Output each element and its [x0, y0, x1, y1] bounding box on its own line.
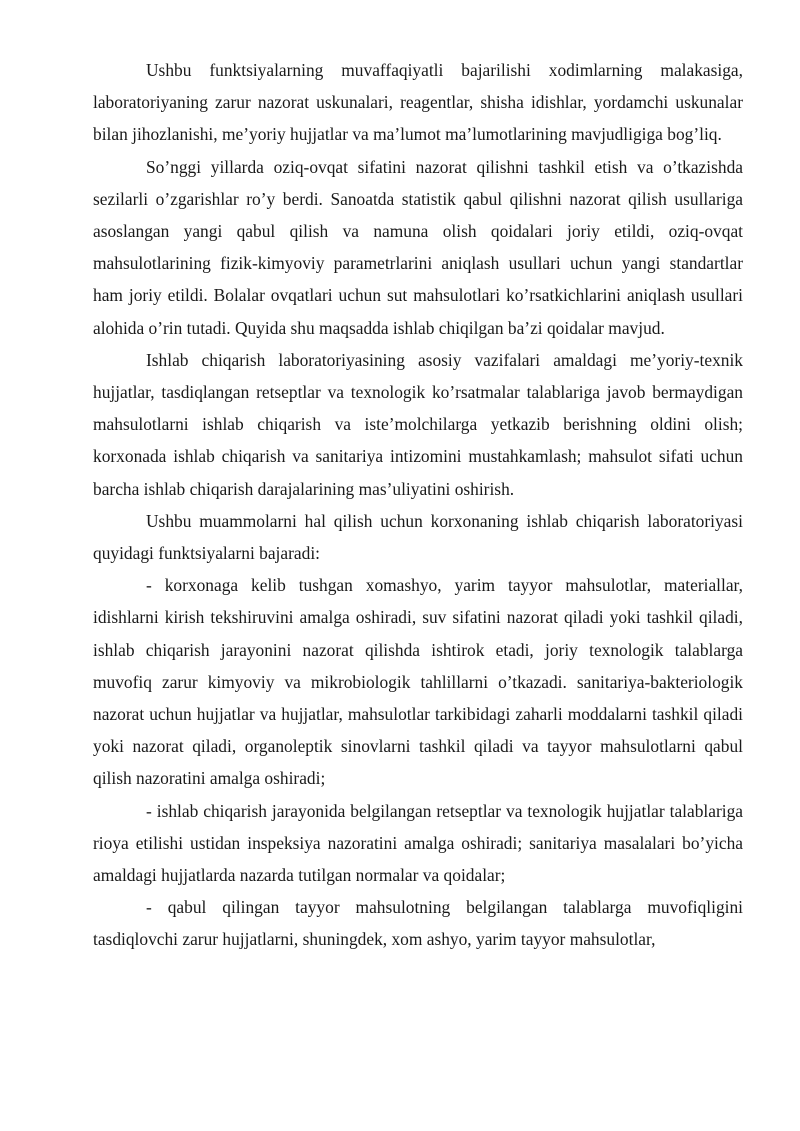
paragraph-lab-functions-intro: Ushbu muammolarni hal qilish uchun korxonaning ishlab chiqarish laboratoriyasi quyidagi funktsiyalarni bajaradi: — [93, 510, 743, 564]
paragraph-staff-equipment: Ushbu funktsiyalarning muvaffaqiyatli bajarilishi xodimlarning malakasiga, laboratoriyaning zarur nazorat uskunalari, reagentlar, shisha idishlar, yordamchi uskunalar bilan jihozlanishi, me’yoriy hujjatlar va ma’lumot ma’lumotlarining mavjudligiga bog’liq. — [93, 60, 743, 145]
paragraph-recent-changes: So’nggi yillarda oziq-ovqat sifatini nazorat qilishni tashkil etish va o’tkazishda sezilarli o’zgarishlar ro’y berdi. Sanoatda statistik qabul qilishni nazorat qilish usullariga asoslangan yangi qabul qilish va namuna olish qoidalari joriy etildi, oziq-ovqat mahsulotlarining fizik-kimyoviy parametrlarini aniqlash usullari uchun yangi standartlar ham joriy etildi. Bolalar ovqatlari uchun sut mahsulotlari ko’rsatkichlarini aniqlash usullari alohida o’rin tutadi. Quyida shu maqsadda ishlab chiqilgan ba’zi qoidalar mavjud. — [93, 156, 743, 338]
paragraph-lab-tasks: Ishlab chiqarish laboratoriyasining asosiy vazifalari amaldagi me’yoriy-texnik hujjatlar, tasdiqlangan retseptlar va texnologik ko’rsatmalar talablariga javob bermaydigan mahsulotlarni ishlab chiqarish va iste’molchilarga yetkazib berishning oldini olish; korxonada ishlab chiqarish va sanitariya intizomini mustahkamlash; mahsulot sifati uchun barcha ishlab chiqarish darajalarining mas’uliyatini oshirish. — [93, 349, 743, 499]
list-item-inspection-control: - ishlab chiqarish jarayonida belgilangan retseptlar va texnologik hujjatlar talablariga rioya etilishi ustidan inspeksiya nazoratini amalga oshiradi; sanitariya masalalari bo’yicha amaldagi hujjatlarda nazarda tutilgan normalar va qoidalar; — [93, 800, 743, 886]
list-item-documentation: - qabul qilingan tayyor mahsulotning belgilangan talablarga muvofiqligini tasdiqlovchi zarur hujjatlarni, shuningdek, xom ashyo, yarim tayyor mahsulotlar, — [93, 897, 743, 950]
list-item-incoming-control: - korxonaga kelib tushgan xomashyo, yarim tayyor mahsulotlar, materiallar, idishlarni kirish tekshiruvini amalga oshiradi, suv sifatini nazorat qiladi yoki tashkil qiladi, ishlab chiqarish jarayonini nazorat qilishda ishtirok etadi, joriy texnologik talablarga muvofiq zarur kimyoviy va mikrobiologik tahlillarni o’tkazadi. sanitariya-bakteriologik nazorat uchun hujjatlar va hujjatlar, mahsulotlar tarkibidagi zaharli moddalarni tashkil qiladi yoki nazorat qiladi, organoleptik sinovlarni tashkil qiladi va tayyor mahsulotlarni qabul qilish nazoratini amalga oshiradi; — [93, 575, 743, 789]
